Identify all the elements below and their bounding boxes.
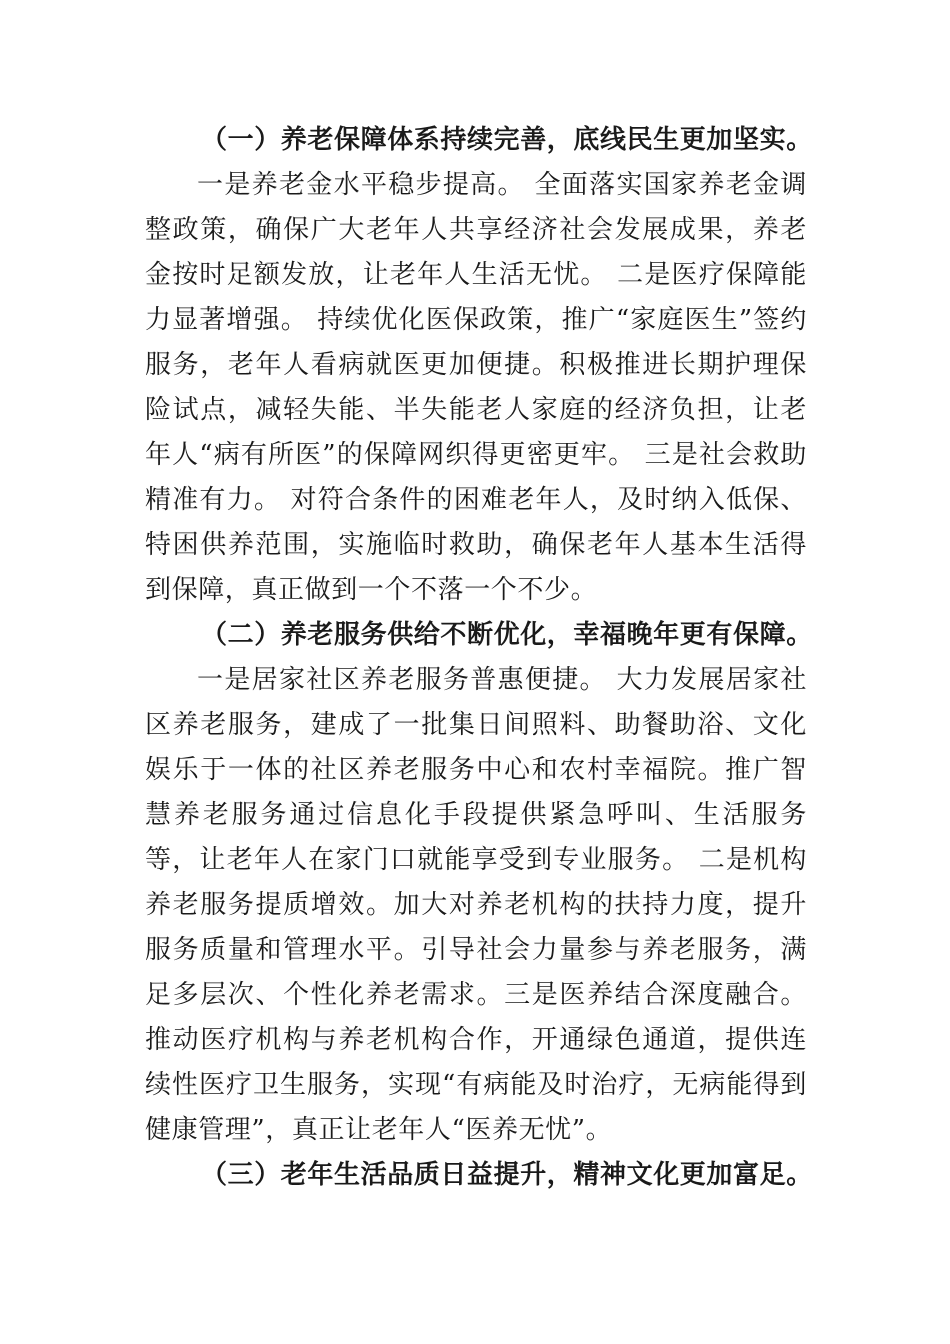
- section-1-paragraph: 一是养老金水平稳步提高。 全面落实国家养老金调整政策，确保广大老年人共享经济社会发展成果，养老金按时足额发放，让老年人生活无忧。 二是医疗保障能力显著增强。 持续优化医保政策，推广“家庭医生”签约服务，老年人看病就医更加便捷。积极推进长期护理保险试点，减轻失能、半失能老人家庭的经济负担，让老年人“病有所医”的保障网织得更密更牢。 三是社会救助精准有力。 对符合条件的困难老年人，及时纳入低保、特困供养范围，实施临时救助，确保老年人基本生活得到保障，真正做到一个不落一个不少。: [145, 170, 807, 605]
- document-page: [145, 118, 813, 1198]
- section-1-heading: （一）养老保障体系持续完善，底线民生更加坚实。: [201, 125, 813, 155]
- section-3-heading: （三）老年生活品质日益提升，精神文化更加富足。: [201, 1160, 813, 1190]
- section-2-heading: （二）养老服务供给不断优化，幸福晚年更有保障。: [201, 620, 813, 650]
- section-2-paragraph: 一是居家社区养老服务普惠便捷。 大力发展居家社区养老服务，建成了一批集日间照料、助餐助浴、文化娱乐于一体的社区养老服务中心和农村幸福院。推广智慧养老服务通过信息化手段提供紧急呼叫、生活服务等，让老年人在家门口就能享受到专业服务。 二是机构养老服务提质增效。加大对养老机构的扶持力度，提升服务质量和管理水平。引导社会力量参与养老服务，满足多层次、个性化养老需求。三是医养结合深度融合。 推动医疗机构与养老机构合作，开通绿色通道，提供连续性医疗卫生服务，实现“有病能及时治疗，无病能得到健康管理”，真正让老年人“医养无忧”。: [145, 665, 807, 1145]
